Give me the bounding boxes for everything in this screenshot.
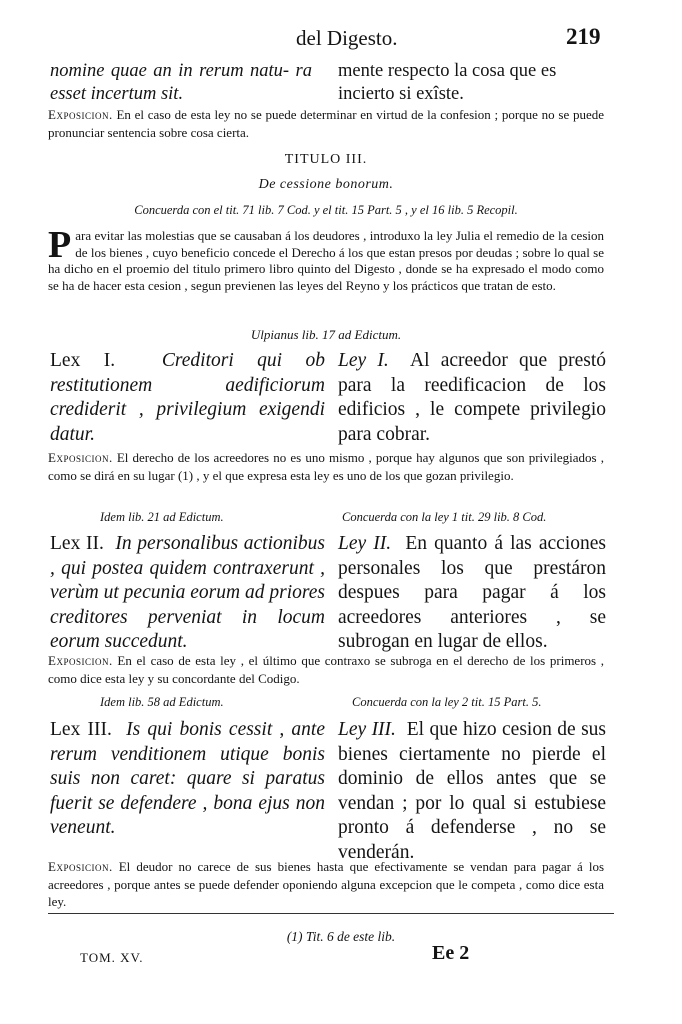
ley2-label: Ley II. <box>338 533 392 554</box>
lex3-concordance: Concuerda con la ley 2 tit. 15 Part. 5. <box>352 695 542 709</box>
exposition-lex3 <box>48 858 604 911</box>
exposition-label: Exposicion. <box>48 450 113 465</box>
lex2-latin <box>50 532 325 655</box>
footnote-rule <box>48 913 614 914</box>
lex2-label: Lex II. <box>50 533 104 554</box>
lex3-label: Lex III. <box>50 719 112 740</box>
titulo-intro <box>48 224 604 294</box>
lex2-concordance: Concuerda con la ley 1 tit. 29 lib. 8 Cod. <box>342 510 547 524</box>
lex1-spanish-text: Al acreedor que prestó para la reedificacion de los edificios , le compete privilegio para cobrar. <box>338 350 606 445</box>
lex3-latin <box>50 718 325 841</box>
titulo-subheading: De cessione bonorum. <box>258 177 394 192</box>
exposition-label: Exposicion. <box>48 107 113 122</box>
titulo-intro-text: ara evitar las molestias que se causaban á los deudores , introduxo la ley Julia el remedio de la cesion de los bienes , cuyo beneficio concede el Derecho á los que estan presos por deudas ; sobre lo qual se ha dicho en el proemio del titulo primero libro quinto del Digesto , donde se ha expresado el modo como se ha de hacer esta cesion , segun previenen las leyes del Reyno y los prácticos que tratan de esto. <box>48 228 604 293</box>
lex1-source: Ulpianus lib. 17 ad Edictum. <box>250 327 402 342</box>
ley3-label: Ley III. <box>338 719 396 740</box>
ley1-label: Ley I. <box>338 350 389 371</box>
exposition-label: Exposicion. <box>48 859 113 874</box>
lex1-spanish <box>338 349 606 447</box>
lex3-latin-text: Is qui bonis cessit , ante rerum venditionem utique bonis suis non caret: quare si paratus fuerit se defendere , bona ejus non veneunt. <box>50 719 325 838</box>
lex1-latin-text: Creditori qui ob restitutionem aedificiorum crediderit , privilegium exigendi datur. <box>50 350 325 445</box>
running-title: del Digesto. <box>296 26 398 50</box>
exposition-lex2 <box>48 652 604 687</box>
lex2-spanish <box>338 532 606 655</box>
drop-cap-initial: P <box>48 224 72 266</box>
lex3-spanish-text: El que hizo cesion de sus bienes ciertamente no pierde el dominio de ellos antes que se vendan ; por lo qual si estubiese pronto á defenderse , no se venderán. <box>338 719 606 863</box>
lex2-latin-text: In personalibus actionibus , qui postea quidem contraxerunt , verùm ut pecunia eorum ad priores creditores perveniat in locum eorum succedunt. <box>50 533 326 652</box>
titulo-concordance: Concuerda con el tit. 71 lib. 7 Cod. y el tit. 15 Part. 5 , y el 16 lib. 5 Recopil. <box>134 203 518 217</box>
footnote: (1) Tit. 6 de este lib. <box>286 929 396 944</box>
titulo-heading: TITULO III. <box>284 152 368 167</box>
lex1-label: Lex I. <box>50 350 116 371</box>
latin-continuation: nomine quae an in rerum natu- ra esset incertum sit. <box>50 61 312 104</box>
spanish-continuation: mente respecto la cosa que es incierto si exîste. <box>338 61 557 104</box>
lex3-source: Idem lib. 58 ad Edictum. <box>100 695 224 709</box>
volume-signature: TOM. XV. <box>80 950 144 965</box>
exposition-label: Exposicion. <box>48 653 113 668</box>
gathering-mark: Ee 2 <box>432 942 470 964</box>
exposition-top <box>48 106 604 141</box>
exposition-lex1 <box>48 449 604 484</box>
exposition-text: En el caso de esta ley no se puede determinar en virtud de la confesion ; porque no se puede pronunciar sentencia sobre cosa cierta. <box>48 107 605 140</box>
page-number: 219 <box>566 24 601 49</box>
exposition-text: El derecho de los acreedores no es uno mismo , porque hay algunos que son privilegiados , como se dirá en su lugar (1) , y el que expresa esta ley es uno de los que gozan privilegio. <box>48 450 604 483</box>
lex1-latin <box>50 349 325 447</box>
lex3-spanish <box>338 718 606 865</box>
lex2-spanish-text: En quanto á las acciones personales los que prestáron despues para pagar á los acreedores anteriores , se subrogan en lugar de ellos. <box>338 533 606 652</box>
exposition-text: En el caso de esta ley , el último que contraxo se subroga en el derecho de los primeros , como dice esta ley y su concordante del Codigo. <box>48 653 605 686</box>
exposition-text: El deudor no carece de sus bienes hasta que efectivamente se vendan para pagar á los acreedores , porque antes se puede defender oponiendo alguna excepcion que le competa , como dice esta ley. <box>48 859 605 909</box>
lex2-source: Idem lib. 21 ad Edictum. <box>100 510 224 524</box>
